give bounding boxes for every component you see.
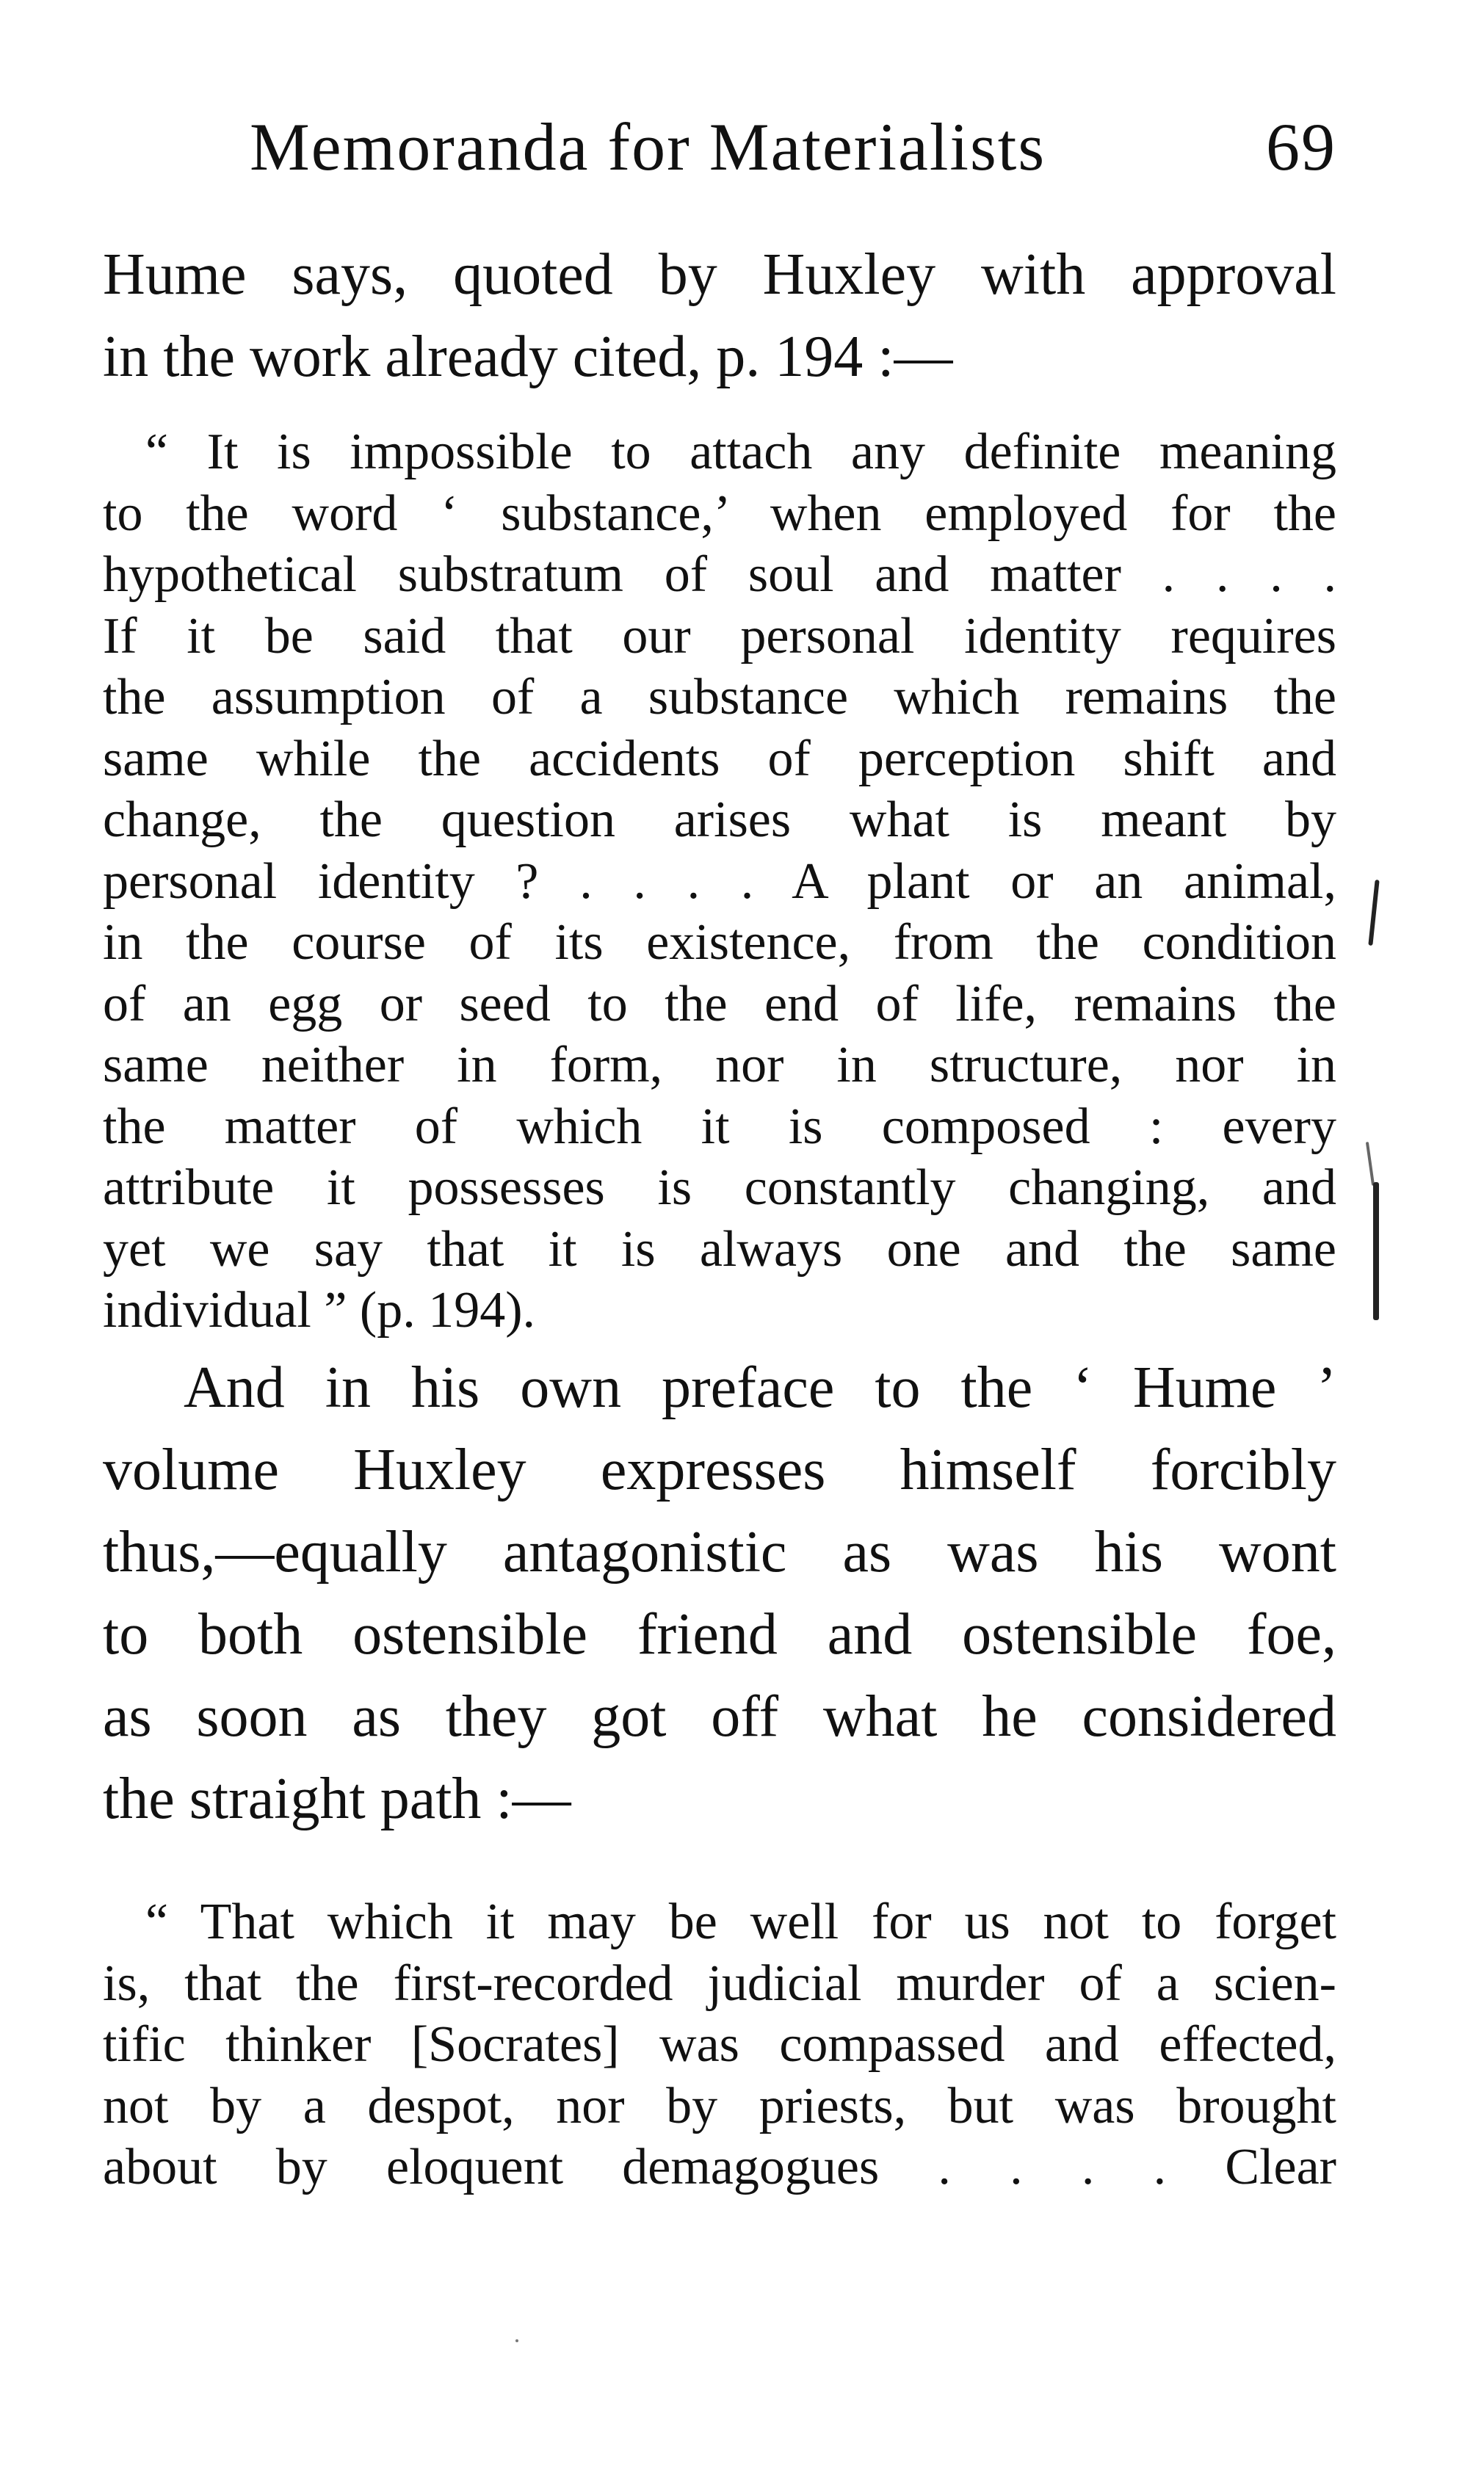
text-line: to both ostensible friend and ostensible foe, [103, 1602, 1336, 1667]
text-line: If it be said that our personal identity requires [103, 607, 1336, 664]
text-line: of an egg or seed to the end of life, remains the [103, 975, 1336, 1032]
text-line: volume Huxley expresses himself forcibly [103, 1438, 1336, 1502]
text-line: is, that the first-recorded judicial murder of a scien- [103, 1955, 1336, 2012]
text-line: to the word ‘ substance,’ when employed for the [103, 485, 1336, 542]
text-line: thus,—equally antagonistic as was his wont [103, 1520, 1336, 1585]
text-line: change, the question arises what is meant by [103, 792, 1336, 848]
text-line: the straight path :— [103, 1767, 571, 1831]
text-line: about by eloquent demagogues . . . . Clear [103, 2139, 1336, 2195]
text-line: the matter of which it is composed : every [103, 1098, 1336, 1155]
text-line: yet we say that it is always one and the same [103, 1220, 1336, 1278]
text-line: the assumption of a substance which remains the [103, 669, 1336, 725]
margin-pencil-mark [1373, 1182, 1379, 1320]
text-line: And in his own preface to the ‘ Hume ’ [184, 1355, 1336, 1420]
paragraph-huxley-preface [103, 1347, 1336, 1840]
text-line: same neither in form, nor in structure, nor in [103, 1037, 1336, 1093]
text-line: Hume says, quoted by Huxley with approval [103, 242, 1336, 307]
text-line: same while the accidents of perception shift and [103, 730, 1336, 787]
text-line: as soon as they got off what he considered [103, 1684, 1336, 1749]
text-line: “ It is impossible to attach any definite meaning [145, 424, 1336, 480]
block-quote-preface [103, 1891, 1336, 2198]
text-line: individual ” (p. 194). [103, 1282, 536, 1339]
text-line: in the course of its existence, from the condition [103, 914, 1336, 971]
text-line: personal identity ? . . . . A plant or an animal, [103, 852, 1336, 910]
text-line: not by a despot, nor by priests, but was brought [103, 2077, 1336, 2134]
text-line: in the work already cited, p. 194 :— [103, 325, 953, 389]
text-line: “ That which it may be well for us not to forget [145, 1894, 1336, 1950]
margin-pencil-mark [1366, 1142, 1375, 1186]
text-line: attribute it possesses is constantly changing, and [103, 1159, 1336, 1216]
running-head-title: Memoranda for Materialists [250, 109, 1046, 184]
text-line: hypothetical substratum of soul and matter . . . . [103, 546, 1336, 603]
margin-pencil-mark [1368, 880, 1379, 946]
block-quote-hume [103, 421, 1336, 1341]
text-line: tific thinker [Socrates] was compassed and effected, [103, 2016, 1336, 2073]
paper-speck [515, 2339, 518, 2342]
paragraph-hume-intro [103, 233, 1336, 398]
running-head [250, 103, 1336, 191]
page-number: 69 [1266, 109, 1336, 184]
